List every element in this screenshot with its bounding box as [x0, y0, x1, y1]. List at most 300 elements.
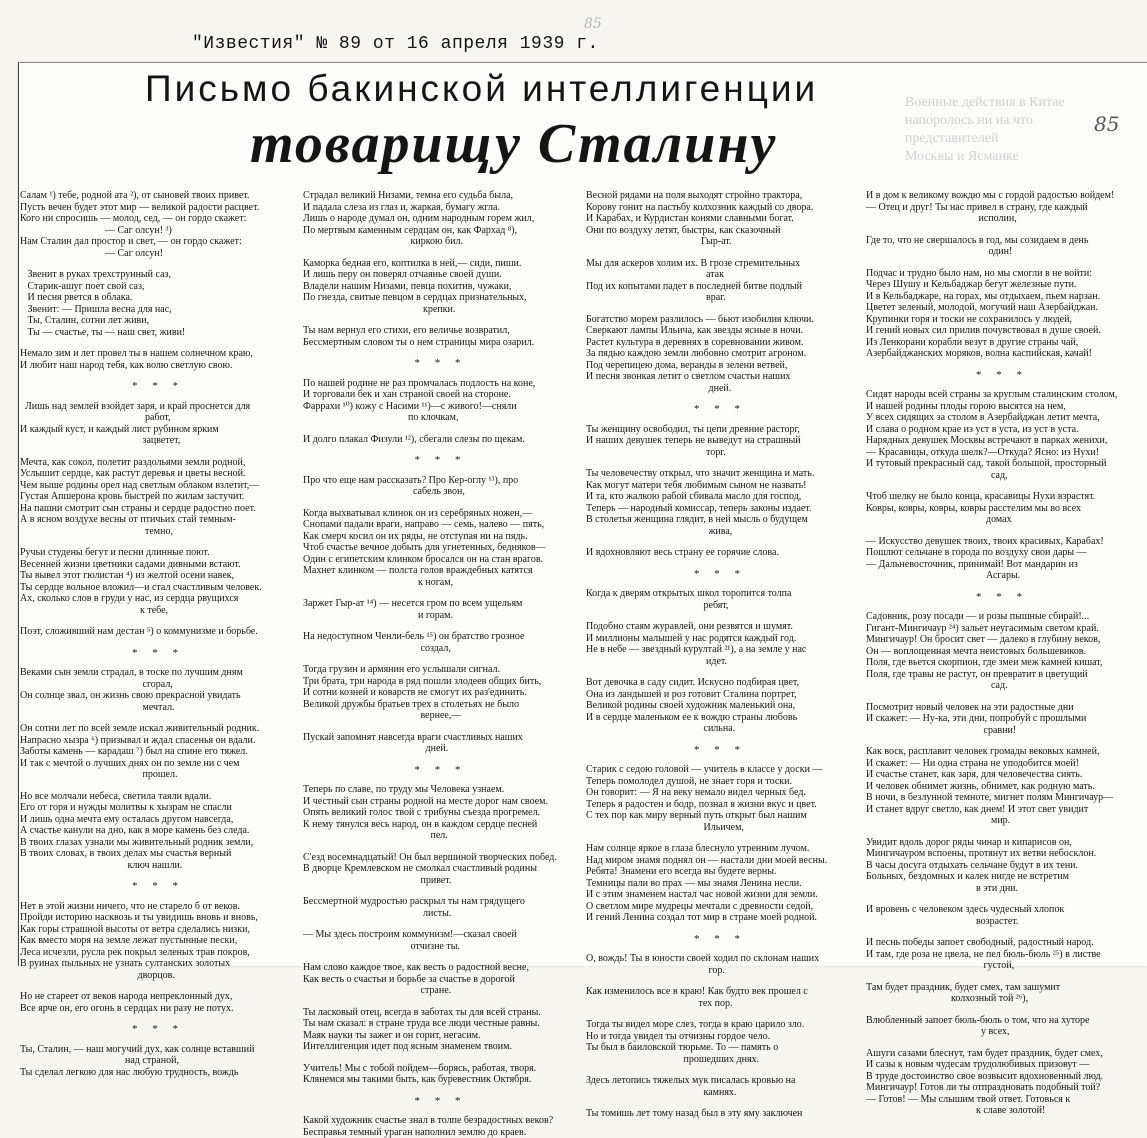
poem-stanza — [866, 1048, 1138, 1117]
poem-line: Ты нам сказал: в стране труда все люди честные равны. — [303, 1018, 578, 1030]
poem-line: С тех пор как миру верный путь открыт был нашим — [586, 810, 854, 822]
poem-line: Чем выше родины орел над светлым облаком взлетит,— — [20, 480, 296, 492]
poem-line: Ребята! Знамени его всегда вы будете верны. — [586, 866, 854, 878]
poem-line: Один с египетским клинком бросался он на стан врагов. — [303, 554, 578, 566]
poem-line: Нам Сталин дал простор и свет, — он гордо скажет: — [20, 236, 296, 248]
poem-stanza — [20, 401, 296, 447]
poem-stanza — [303, 258, 578, 316]
poem-line: И скажет: — Ну-ка, эти дни, попробуй с прошлыми — [866, 713, 1138, 725]
poem-stanza — [586, 424, 854, 459]
poem-stanza — [20, 991, 296, 1014]
poem-line: Подобно стаям журавлей, они резвятся и шумят. — [586, 621, 854, 633]
poem-line: Густая Апшерона кровь быстрей по жилам застучит. — [20, 491, 296, 503]
poem-line: Где то, что не свершалось в год, мы созидаем в день — [866, 235, 1138, 247]
poem-line: идет. — [586, 656, 854, 668]
poem-stanza — [866, 1015, 1138, 1038]
poem-line: сад, — [866, 470, 1138, 482]
poem-line: С'езд восемнадцатый! Он был вершиной творческих побед. — [303, 852, 578, 864]
poem-line: дней. — [586, 383, 854, 395]
poem-line: Лишь над землей взойдет заря, и край проснется для — [20, 401, 296, 413]
poem-line: В твоих словах, в твоих делах мы счастья верный — [20, 848, 296, 860]
poem-line: Как могут матери тебя любимым сыном не назвать! — [586, 480, 854, 492]
poem-line: И любит наш народ тебя, как волю светлую свою. — [20, 360, 296, 372]
poem-line: По мертвым каменным сердцам он, как Фархад ⁸), — [303, 225, 578, 237]
poem-line: Азербайджанских моряков, волна каспийская, качай! — [866, 348, 1138, 360]
poem-line: Гигант-Мингичаур ²⁴) зальет неугасимым светом край. — [866, 623, 1138, 635]
poem-line: Фаррахи ¹⁰) кожу с Насими ¹¹)—с живого!—сняли — [303, 401, 578, 413]
poem-line: И долго плакал Физули ¹²), сбегали слезы по щекам. — [303, 434, 578, 446]
poem-line: Ильичем, — [586, 822, 854, 834]
poem-line: И каждый куст, и каждый лист рубином ярким — [20, 424, 296, 436]
section-divider-stars: * * * — [866, 370, 1138, 382]
poem-line: Махнет клинком — полста голов враждебных катятся — [303, 565, 578, 577]
poem-stanza — [303, 508, 578, 589]
poem-line: работ, — [20, 412, 296, 424]
poem-line: — Искусство девушек твоих, твоих красивых, Карабах! — [866, 536, 1138, 548]
poem-line: ключ нашли. — [20, 860, 296, 872]
poem-line: Как смерч косил он их ряды, не отступая ни на пядь. — [303, 531, 578, 543]
poem-line: Ковры, ковры, ковры, ковры расстелим мы во всех — [866, 503, 1138, 515]
poem-line: киркою бил. — [303, 236, 578, 248]
poem-line: Цветет зеленый, молодой, могучий наш Азербайджан. — [866, 302, 1138, 314]
poem-line: Пусть вечен будет этот мир — великой радости расцвет. — [20, 202, 296, 214]
poem-line: Звенит: — Пришла весна для нас, — [20, 304, 296, 316]
poem-stanza — [866, 268, 1138, 360]
poem-line: Бессмертной мудростью раскрыл ты нам грядущего — [303, 896, 578, 908]
poem-line: Клянемся мы такими быть, как буревестник Октября. — [303, 1074, 578, 1086]
poem-stanza — [586, 314, 854, 395]
poem-line: Учитель! Мы с тобой пойдем—борясь, работая, творя. — [303, 1063, 578, 1075]
column-2 — [303, 190, 578, 965]
poem-line: И в сердце маленьком ее к вождю страны любовь — [586, 712, 854, 724]
poem-line: пел. — [303, 830, 578, 842]
poem-line: Про что еще нам рассказать? Про Кер-оглу ¹³), про — [303, 475, 578, 487]
poem-line: Когда выхватывал клинок он из серебряных ножен,— — [303, 508, 578, 520]
poem-line: прошедших днях. — [586, 1054, 854, 1066]
poem-line: создал, — [303, 643, 578, 655]
poem-line: сабель звон, — [303, 486, 578, 498]
section-divider-stars: * * * — [586, 569, 854, 581]
poem-line: И наших девушек теперь не выведут на страшный — [586, 435, 854, 447]
poem-line: И в дом к великому вождю мы с гордой радостью войдем! — [866, 190, 1138, 202]
section-divider-stars: * * * — [586, 404, 854, 416]
poem-line: Ты — счастье, ты — наш свет, живи! — [20, 327, 296, 339]
poem-line: камнях. — [586, 1087, 854, 1099]
poem-line: Ашуги сазами блеснут, там будет праздник, будет смех, — [866, 1048, 1138, 1060]
poem-line: Теперь по славе, по труду мы Человека узнаем. — [303, 784, 578, 796]
poem-line: Садовник, розу посади — и розы пышные сбирай!... — [866, 611, 1138, 623]
poem-line: мир. — [866, 815, 1138, 827]
poem-line: — Отец и друг! Ты нас привел в страну, где каждый — [866, 202, 1138, 214]
poem-line: — Саг олсун! ³) — [20, 225, 296, 237]
poem-stanza — [586, 190, 854, 248]
poem-line: О светлом мире мудрецы мечтали с древности седой, — [586, 901, 854, 913]
section-divider-stars: * * * — [20, 648, 296, 660]
poem-line: Ручьи студены бегут и песни длинные поют. — [20, 547, 296, 559]
poem-line: И тутовый прекрасный сад, такой большой, просторный — [866, 458, 1138, 470]
poem-line: у всех, — [866, 1026, 1138, 1038]
poem-line: В дворце Кремлевском не смолкал счастливый родины — [303, 863, 578, 875]
poem-line: К нему тянулся весь народ, он в каждом сердце песней — [303, 819, 578, 831]
poem-stanza — [866, 536, 1138, 582]
poem-stanza — [586, 986, 854, 1009]
poem-line: Напрасно хызра ⁶) призывал и ждал спасенья он вдали. — [20, 735, 296, 747]
poem-line: Кого ни спросишь — молод, сед, — он гордо скажет: — [20, 213, 296, 225]
poem-line: Асгары. — [866, 570, 1138, 582]
poem-line: Великой дружбы братьев трех в столетьях не было — [303, 699, 578, 711]
poem-line: Ты вывел этот гюлистан ⁴) из желтой осени навек, — [20, 570, 296, 582]
poem-stanza — [586, 258, 854, 304]
poem-stanza — [303, 852, 578, 887]
poem-line: Бесправья темный ураган наполнил землю до краев. — [303, 1127, 578, 1138]
poem-line: Пускай запомнят навсегда враги счастливых наших — [303, 732, 578, 744]
poem-line: сад. — [866, 680, 1138, 692]
poem-line: И в Кельбаджаре, на горах, мы отдыхаем, пьем нарзан. — [866, 291, 1138, 303]
poem-stanza — [303, 784, 578, 842]
poem-stanza — [866, 904, 1138, 927]
poem-stanza — [586, 1075, 854, 1098]
poem-line: Ты был в баиловской тюрьме. То — память о — [586, 1042, 854, 1054]
poem-line: — Саг олсун! — [20, 248, 296, 260]
poem-line: ребят, — [586, 600, 854, 612]
poem-stanza — [586, 764, 854, 833]
poem-line: Мингичаур! Готов ли ты отпраздновать подобный той? — [866, 1082, 1138, 1094]
poem-line: Ты, Сталин, сотни лет живи, — [20, 315, 296, 327]
poem-stanza — [866, 746, 1138, 827]
poem-line: И слава о родном крае из уст в уста, из уст в уста. — [866, 424, 1138, 436]
poem-stanza — [866, 235, 1138, 258]
poem-line: мечтал. — [20, 702, 296, 714]
poem-stanza — [303, 378, 578, 424]
poem-line: Поля, где вьется скорпион, где змеи меж камней кишат, — [866, 657, 1138, 669]
poem-line: Из Ленкорани корабли везут в другие страны чай, — [866, 337, 1138, 349]
poem-line: колхозный той ²⁶), — [866, 993, 1138, 1005]
poem-line: У всех сидящих за столом в Азербайджан летит мечта, — [866, 412, 1138, 424]
poem-line: Веками сын земли страдал, в тоске по лучшим дням — [20, 667, 296, 679]
poem-stanza — [586, 621, 854, 667]
poem-line: возрастет. — [866, 916, 1138, 928]
poem-stanza — [303, 962, 578, 997]
poem-line: И нашей родины плоды горою высятся на нем, — [866, 401, 1138, 413]
poem-line: Интеллигенция идет под ясным знаменем твоим. — [303, 1041, 578, 1053]
poem-line: Он сотни лет по всей земле искал живительный родник. — [20, 723, 296, 735]
poem-line: Она из ландышей и роз готовит Сталина портрет, — [586, 689, 854, 701]
column-3 — [586, 190, 854, 965]
poem-line: В твоих глазах узнали мы живительный родник земли, — [20, 837, 296, 849]
poem-line: Три брата, три народа в ряд пошли злодеев общих бить, — [303, 676, 578, 688]
bleed-through-text: Военные действия в Китае напоролось ни на что представителей Москвы и Ясманке — [905, 94, 1140, 174]
poem-stanza — [586, 547, 854, 559]
poem-line: За пядью каждою земли любовно смотрит агроном. — [586, 348, 854, 360]
poem-line: в эти дни. — [866, 883, 1138, 895]
poem-line: к тебе, — [20, 605, 296, 617]
poem-line: листы. — [303, 908, 578, 920]
poem-stanza — [303, 732, 578, 755]
poem-stanza — [303, 1115, 578, 1138]
poem-line: Владели нашим Низами, певца похитив, чужаки, — [303, 281, 578, 293]
poem-stanza — [20, 723, 296, 781]
section-divider-stars: * * * — [586, 934, 854, 946]
poem-line: На недоступном Ченли-бель ¹⁵) он братство грозное — [303, 631, 578, 643]
poem-stanza — [303, 1063, 578, 1086]
poem-line: один! — [866, 246, 1138, 258]
poem-line: Влюбленный запоет бюль-бюль о том, что на хуторе — [866, 1015, 1138, 1027]
poem-line: Ты женщину освободил, ты цепи древние расторг, — [586, 424, 854, 436]
headline-line-1: Письмо бакинской интеллигенции — [145, 68, 818, 110]
poem-line: О, вождь! Ты в юности своей ходил по склонам наших — [586, 953, 854, 965]
poem-stanza — [20, 547, 296, 616]
poem-line: Как вместо моря на земле лежат пустынные пески, — [20, 935, 296, 947]
poem-line: Поля, где травы не растут, он превратит в цветущий — [866, 669, 1138, 681]
poem-line: Леса исчезли, русла рек покрыл зеленых трав покров, — [20, 947, 296, 959]
section-divider-stars: * * * — [303, 358, 578, 370]
poem-stanza — [20, 791, 296, 872]
poem-stanza — [866, 937, 1138, 972]
poem-line: Старик-ашуг поет свой саз, — [20, 281, 296, 293]
poem-line: Бессмертным словом ты о нем страницы мира озарил. — [303, 337, 578, 349]
section-divider-stars: * * * — [20, 881, 296, 893]
poem-line: домах — [866, 514, 1138, 526]
poem-line: сравни! — [866, 725, 1138, 737]
poem-line: Мингичауром вспоены, протянут их ветви небосклон. — [866, 848, 1138, 860]
poem-line: Когда к дверям открытых школ торопится толпа — [586, 588, 854, 600]
poem-line: И Карабах, и Курдистан конями славными богат. — [586, 213, 854, 225]
poem-line: Салам ¹) тебе, родной ата ²), от сыновей твоих привет. — [20, 190, 296, 202]
poem-line: к ногам, — [303, 577, 578, 589]
poem-line: Снопами падали враги, направо — семь, налево — пять, — [303, 519, 578, 531]
column-4 — [866, 190, 1138, 965]
poem-line: Как весть о счастьи и борьбе за счастье в дорогой — [303, 974, 578, 986]
poem-line: Тогда ты видел море слез, тогда в краю царило зло. — [586, 1019, 854, 1031]
poem-stanza — [303, 896, 578, 919]
poem-stanza — [303, 1007, 578, 1053]
poem-line: темно, — [20, 526, 296, 538]
poem-line: И гений новых сил прилив почувствовал в душе своей. — [866, 325, 1138, 337]
poem-line: Маяк науки ты зажег и он горит, негасим. — [303, 1030, 578, 1042]
poem-line: Заржет Гыр-ат ¹⁴) — несется гром по всем ущельям — [303, 598, 578, 610]
poem-stanza — [303, 598, 578, 621]
poem-line: И вдохновляют весь страну ее горячие слова. — [586, 547, 854, 559]
poem-line: дворцов. — [20, 970, 296, 982]
poem-stanza — [866, 611, 1138, 692]
poem-line: И миллионы малышей у нас родятся каждый год. — [586, 633, 854, 645]
poem-line: торг. — [586, 447, 854, 459]
poem-line: Ты, Сталин, — наш могучий дух, как солнце вставший — [20, 1044, 296, 1056]
poem-line: И песня рвется в облака. — [20, 292, 296, 304]
poem-line: В столетья женщина глядит, в ней мысль о будущем — [586, 514, 854, 526]
poem-line: Заботы камень — карадаш ⁷) был на спине его тяжел. — [20, 746, 296, 758]
poem-line: Мингичаур! Он бросит свет — далеко в глубину веков, — [866, 634, 1138, 646]
masthead: "Известия" № 89 от 16 апреля 1939 г. — [192, 34, 599, 54]
poem-line: Сидят народы всей страны за круглым сталинским столом, — [866, 389, 1138, 401]
poem-line: Каморка бедная его, коптилка в ней,— сиди, пиши. — [303, 258, 578, 270]
poem-line: — Мы здесь построим коммунизм!—сказал своей — [303, 929, 578, 941]
poem-line: Пошлют сельчане в города по воздуху свои дары — — [866, 547, 1138, 559]
section-divider-stars: * * * — [20, 1024, 296, 1036]
poem-line: зацветет, — [20, 435, 296, 447]
poem-line: Как воск, расплавит человек громады вековых камней, — [866, 746, 1138, 758]
section-divider-stars: * * * — [586, 745, 854, 757]
poem-line: Какой художник счастье знал в толпе безрадостных веков? — [303, 1115, 578, 1127]
poem-stanza — [586, 843, 854, 924]
poem-line: Нарядных девушек Москвы встречают в парках женихи, — [866, 435, 1138, 447]
poem-stanza — [20, 1044, 296, 1079]
poem-line: Старик с седою головой — учитель в классе у доски — — [586, 764, 854, 776]
poem-line: Великой родины своей художник маленький она, — [586, 700, 854, 712]
poem-line: Здесь летопись тяжелых мук писалась кровью на — [586, 1075, 854, 1087]
poem-stanza — [303, 325, 578, 348]
poem-stanza — [303, 190, 578, 248]
poem-line: И скажет: — Ни одна страна не уподобится моей! — [866, 758, 1138, 770]
poem-line: По нашей родине не раз промчалась подлость на коне, — [303, 378, 578, 390]
poem-line: Увидит вдоль дорог ряды чинар и кипарисов он, — [866, 837, 1138, 849]
poem-line: Звенит в руках трехструнный саз, — [20, 269, 296, 281]
poem-line: исполин, — [866, 213, 1138, 225]
poem-line: Теперь — народный комиссар, теперь законы издает. — [586, 503, 854, 515]
poem-line: Его от горя и нужды молитвы к хызрам не спасли — [20, 802, 296, 814]
poem-stanza — [866, 389, 1138, 481]
poem-line: И сотни козней и коварств не смогут их раз'единить. — [303, 687, 578, 699]
poem-line: И лишь перу он поверял отчаянье своей души. — [303, 269, 578, 281]
poem-line: Богатство морем разлилось — бьют изобилия ключи. — [586, 314, 854, 326]
poem-stanza — [20, 190, 296, 259]
poem-line: И лишь одна мечта ему осталась другом навсегда, — [20, 814, 296, 826]
poem-stanza — [20, 457, 296, 538]
poem-line: И песнь победы запоет свободный, радостный народ. — [866, 937, 1138, 949]
poem-line: Под их копытами падет в последней битве подлый — [586, 281, 854, 293]
poem-line: И гений Ленина создал тот мир в стране моей родной. — [586, 912, 854, 924]
poem-line: Как горы страшной высоты от ветра сделались низки, — [20, 924, 296, 936]
poem-line: вернее,— — [303, 710, 578, 722]
poem-line: и горам. — [303, 610, 578, 622]
poem-line: Немало зим и лет провел ты в нашем солнечном краю, — [20, 348, 296, 360]
poem-line: Крупинки горя и тоски не сохранилось у людей, — [866, 314, 1138, 326]
section-divider-stars: * * * — [20, 381, 296, 393]
poem-stanza — [303, 929, 578, 952]
poem-line: Все ярче он, его огонь в сердцах ни разу не потух. — [20, 1003, 296, 1015]
poem-line: Он солнце звал, он жизнь свою прекрасной увидать — [20, 690, 296, 702]
column-1 — [20, 190, 296, 965]
poem-line: над страной, — [20, 1055, 296, 1067]
poem-line: сильна. — [586, 723, 854, 735]
poem-line: по клочкам, — [303, 412, 578, 424]
poem-line: Мы для аскеров холим их. В грозе стремительных — [586, 258, 854, 270]
poem-line: атак — [586, 269, 854, 281]
poem-line: Он говорит: — Я на веку немало видел черных бед. — [586, 787, 854, 799]
poem-line: В ночи, в безлунной темноте, мигнет полям Мингичаур— — [866, 792, 1138, 804]
poem-line: Нам слово каждое твое, как весть о радостной весне, — [303, 962, 578, 974]
poem-line: Услышит сердце, как растут деревья и цветы весной. — [20, 468, 296, 480]
poem-line: Вот девочка в саду сидит. Искусно подбирая цвет, — [586, 677, 854, 689]
poem-stanza — [866, 982, 1138, 1005]
poem-line: Но все молчали небеса, светила таяли вдали. — [20, 791, 296, 803]
poem-line: Они по воздуху летят, быстры, как сказочный — [586, 225, 854, 237]
poem-stanza — [303, 631, 578, 654]
poem-line: Сверкают лампы Ильича, как звезды ясные в ночи. — [586, 325, 854, 337]
poem-line: И человек обнимет жизнь, обнимет, как родную мать. — [866, 781, 1138, 793]
poem-line: Как изменилось все в краю! Как будто век прошел с — [586, 986, 854, 998]
poem-line: — Дальневосточник, принимай! Вот мандарин из — [866, 559, 1138, 571]
poem-line: Лишь о народе думал он, одним народным горем жил, — [303, 213, 578, 225]
headline-line-2: товарищу Сталину — [250, 112, 777, 176]
poem-line: На пашни смотрит сын страны и сердце радостно поет. — [20, 503, 296, 515]
poem-line: гор. — [586, 965, 854, 977]
poem-line: Над миром знамя поднял он — настали дни моей весны. — [586, 855, 854, 867]
section-divider-stars: * * * — [866, 592, 1138, 604]
page-number-handwritten: 85 — [1094, 112, 1119, 136]
poem-line: В руинах пыльных не узнать султанских золотых — [20, 958, 296, 970]
poem-stanza — [866, 491, 1138, 526]
poem-line: Под черепицею дома, веранды в зелени ветвей, — [586, 360, 854, 372]
poem-line: И счастье станет, как заря, для человечества сиять. — [866, 769, 1138, 781]
poem-line: И та, кто жалкою рабой сбивала масло для господ, — [586, 491, 854, 503]
poem-line: дней. — [303, 743, 578, 755]
poem-line: И там, где роза не цвела, не пел бюль-бюль ²⁵) в листве — [866, 949, 1138, 961]
poem-line: В труде достоинство свое возвысит вдохновенный люд. — [866, 1071, 1138, 1083]
poem-line: Весенней жизни цветники садами дивными встают. — [20, 559, 296, 571]
poem-line: Ты ласковый отец, всегда в заботах ты для всей страны. — [303, 1007, 578, 1019]
poem-line: густой, — [866, 960, 1138, 972]
poem-line: враг. — [586, 292, 854, 304]
poem-line: Посмотрит новый человек на эти радостные дни — [866, 702, 1138, 714]
poem-line: А счастье канули на дно, как в море камень без следа. — [20, 825, 296, 837]
poem-line: По гнездa, свитые певцом в сердцах признательных, — [303, 292, 578, 304]
poem-line: И сазы к новым чудесам трудолюбивых призовут — — [866, 1059, 1138, 1071]
poem-line: Там будет праздник, будет смех, там зашумит — [866, 982, 1138, 994]
pencil-mark: 85 — [584, 16, 602, 32]
poem-stanza — [20, 269, 296, 338]
poem-line: Не в небе — звездный курултай ²¹), а на земле у нас — [586, 644, 854, 656]
poem-line: Поэт, сложивший нам дестан ⁵) о коммунизме и борьбе. — [20, 626, 296, 638]
poem-stanza — [20, 348, 296, 371]
poem-line: Тогда грузин и армянин его услышали сигнал. — [303, 664, 578, 676]
poem-line: Мечта, как сокол, полетит раздольями земли родной, — [20, 457, 296, 469]
poem-stanza — [20, 626, 296, 638]
poem-line: Пройди историю насквозь и ты увидишь вновь и вновь, — [20, 912, 296, 924]
poem-line: И торговали бек и хан страной своей на стороне. — [303, 389, 578, 401]
section-divider-stars: * * * — [303, 765, 578, 777]
poem-line: И с этим знаменем настал час новой жизни для земли. — [586, 889, 854, 901]
section-divider-stars: * * * — [303, 1096, 578, 1108]
poem-line: А в ясном воздухе весны от птичьих стай темным- — [20, 514, 296, 526]
poem-line: привет. — [303, 875, 578, 887]
poem-line: Опять великий голос твой с трибуны съезда прогремел. — [303, 807, 578, 819]
poem-line: Но и тогда увидел ты отчизны гордое чело. — [586, 1031, 854, 1043]
poem-line: Весной рядами на поля выходят стройно трактора, — [586, 190, 854, 202]
poem-line: Гыр-ат. — [586, 236, 854, 248]
poem-line: тех пор. — [586, 998, 854, 1010]
poem-line: Ты нам вернул его стихи, его величье возвратил, — [303, 325, 578, 337]
poem-line: Теперь помолодел душой, не знает горя и тоски. — [586, 776, 854, 788]
poem-line: Корову гонит на пастьбу колхозник каждый со двора. — [586, 202, 854, 214]
poem-line: Нам солнце яркое в глаза блеснуло утренним лучом. — [586, 843, 854, 855]
poem-line: Ты сделал легкою для нас любую трудность, вождь — [20, 1067, 296, 1079]
poem-line: Темницы пали во прах — мы знамя Ленина несли. — [586, 878, 854, 890]
poem-line: — Готов! — Мы слышим твой ответ. Готовься к — [866, 1094, 1138, 1106]
poem-line: Он — воплощенная мечта неистовых большевиков. — [866, 646, 1138, 658]
poem-line: к славе золотой! — [866, 1105, 1138, 1117]
poem-line: Но не стареет от веков народа непреклонный дух, — [20, 991, 296, 1003]
poem-line: жива, — [586, 526, 854, 538]
poem-line: Нет в этой жизни ничего, что не старело б от веков. — [20, 901, 296, 913]
poem-stanza — [586, 1019, 854, 1065]
poem-stanza — [303, 664, 578, 722]
poem-stanza — [586, 468, 854, 537]
poem-line: сгорал, — [20, 679, 296, 691]
poem-line: Ты человечеству открыл, что значит женщина и мать. — [586, 468, 854, 480]
poem-stanza — [586, 677, 854, 735]
poem-stanza — [866, 837, 1138, 895]
